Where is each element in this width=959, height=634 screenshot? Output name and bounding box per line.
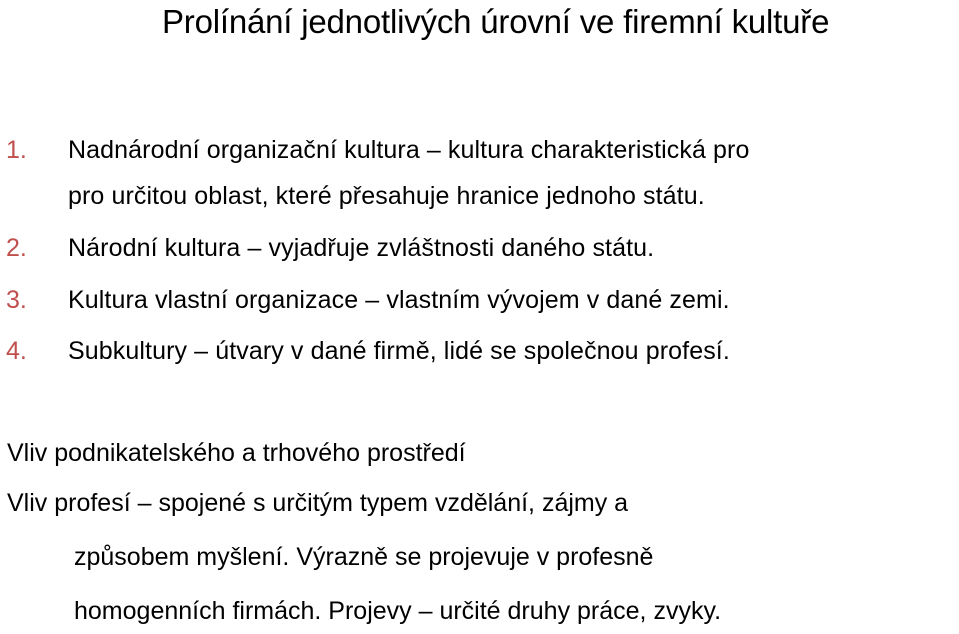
list-text-line: Kultura vlastní organizace – vlastním vývojem v dané zemi. <box>68 286 730 314</box>
list-text <box>68 225 654 271</box>
list-text-line: pro určitou oblast, které přesahuje hranice jednoho státu. <box>68 182 705 210</box>
list-number: 1. <box>6 136 27 164</box>
list-text <box>68 127 749 219</box>
list-text-line: Národní kultura – vyjadřuje zvláštnosti daného státu. <box>68 234 655 262</box>
paragraph-line: Vliv podnikatelského a trhového prostředí <box>7 439 466 467</box>
paragraph-line: homogenních firmách. Projevy – určité druhy práce, zvyky. <box>74 597 722 625</box>
list-text <box>68 277 730 323</box>
list-number: 4. <box>6 337 27 365</box>
paragraph-line: Vliv profesí – spojené s určitým typem vzdělání, zájmy a <box>7 489 629 517</box>
slide-title: Prolínání jednotlivých úrovní ve firemní kultuře <box>162 3 830 40</box>
paragraph-environment <box>7 430 466 476</box>
list-number: 2. <box>6 234 27 262</box>
list-number: 3. <box>6 286 27 314</box>
list-text-line: Subkultury – útvary v dané firmě, lidé se společnou profesí. <box>68 337 730 365</box>
list-text <box>68 328 730 374</box>
paragraph-line: způsobem myšlení. Výrazně se projevuje v profesně <box>74 543 654 571</box>
list-text-line: Nadnárodní organizační kultura – kultura charakteristická pro <box>68 136 750 164</box>
paragraph-professions <box>7 480 721 634</box>
